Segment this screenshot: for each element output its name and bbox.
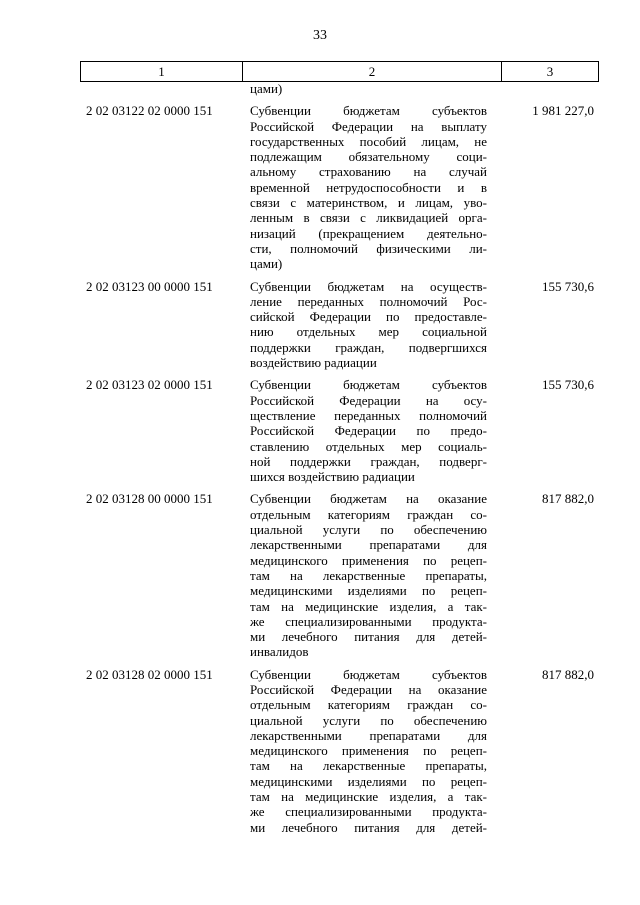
description-line: временной нетрудоспособности и в — [250, 179, 487, 195]
description-line: поддержки граждан, подвергшихся — [250, 339, 487, 355]
description — [250, 279, 487, 371]
description-line: медицинскими изделиями по рецеп- — [250, 583, 487, 599]
budget-code: 2 02 03123 00 0000 151 — [86, 278, 213, 294]
column-header-code: 1 — [81, 62, 243, 81]
description — [250, 667, 487, 835]
description-line: Российской Федерации на выплату — [250, 118, 487, 134]
description-line: ми лечебного питания для детей- — [250, 819, 487, 835]
description-line: альному страхованию на случай — [250, 164, 487, 180]
description-line: там на лекарственные препараты, — [250, 758, 487, 774]
description-line: Российской Федерации по предо- — [250, 423, 487, 439]
description-line: там на медицинские изделия, а так- — [250, 789, 487, 805]
description-line: ставлению отдельных мер социаль- — [250, 438, 487, 454]
table-header — [80, 61, 599, 82]
description-line: ление переданных полномочий Рос- — [250, 293, 487, 309]
description-line: отдельным категориям граждан со- — [250, 506, 487, 522]
amount: 817 882,0 — [542, 666, 594, 682]
description-line: там на медицинские изделия, а так- — [250, 598, 487, 614]
description — [250, 103, 487, 271]
budget-code: 2 02 03128 00 0000 151 — [86, 491, 213, 507]
description-line: шихся воздействию радиации — [250, 469, 415, 485]
description — [250, 377, 487, 484]
page-number: 33 — [313, 28, 327, 43]
description-line: медицинского применения по рецеп- — [250, 743, 487, 759]
description-line: Субвенции бюджетам субъектов — [250, 103, 487, 119]
amount: 155 730,6 — [542, 377, 594, 393]
description-line: государственных пособий лицам, не — [250, 133, 487, 149]
budget-code: 2 02 03128 02 0000 151 — [86, 666, 213, 682]
description-line: Субвенции бюджетам субъектов — [250, 377, 487, 393]
description-line: инвалидов — [250, 644, 309, 660]
description-line: циальной услуги по обеспечению — [250, 522, 487, 538]
description-line: сийской Федерации по предоставле- — [250, 309, 487, 325]
table-row — [80, 103, 599, 271]
description-line: отдельным категориям граждан со- — [250, 697, 487, 713]
description-line: ми лечебного питания для детей- — [250, 629, 487, 645]
description-line: же специализированными продукта- — [250, 613, 487, 629]
description-line: лекарственными препаратами для — [250, 537, 487, 553]
description-line: Российской Федерации на осу- — [250, 392, 487, 408]
amount: 1 981 227,0 — [532, 103, 594, 119]
table-row — [80, 491, 599, 659]
description-line: низаций (прекращением деятельно- — [250, 225, 487, 241]
description-line: циальной услуги по обеспечению — [250, 712, 487, 728]
description-line: воздействию радиации — [250, 355, 377, 371]
continued-description: цами) — [250, 81, 283, 96]
description — [250, 491, 487, 659]
column-header-amount: 3 — [546, 64, 554, 79]
description-line: сти, полномочий физическими ли- — [250, 240, 487, 256]
amount: 155 730,6 — [542, 278, 594, 294]
description-line: медицинскими изделиями по рецеп- — [250, 773, 487, 789]
table-row — [80, 279, 599, 371]
amount: 817 882,0 — [542, 491, 594, 507]
description-line: Субвенции бюджетам субъектов — [250, 666, 487, 682]
description-line: ной поддержки граждан, подверг- — [250, 453, 487, 469]
description-line: цами) — [250, 256, 283, 272]
description-line: ленным в связи с ликвидацией орга- — [250, 210, 487, 226]
table-body — [80, 81, 599, 835]
description-line: нию отдельных мер социальной — [250, 324, 487, 340]
description-line: Российской Федерации на оказание — [250, 681, 487, 697]
description-line: ществление переданных полномочий — [250, 407, 487, 423]
description-line: там на лекарственные препараты, — [250, 567, 487, 583]
description-line: медицинского применения по рецеп- — [250, 552, 487, 568]
table-row — [80, 667, 599, 835]
description-line: Субвенции бюджетам на оказание — [250, 491, 487, 507]
description-line: Субвенции бюджетам на осуществ- — [250, 278, 487, 294]
table-row — [80, 377, 599, 484]
description-line: подлежащим обязательному соци- — [250, 149, 487, 165]
description-line: же специализированными продукта- — [250, 804, 487, 820]
description-line: лекарственными препаратами для — [250, 727, 487, 743]
budget-code: 2 02 03123 02 0000 151 — [86, 377, 213, 393]
description-line: связи с материнством, и лицам, уво- — [250, 195, 487, 211]
column-header-description: 2 — [243, 62, 502, 81]
budget-code: 2 02 03122 02 0000 151 — [86, 103, 213, 119]
